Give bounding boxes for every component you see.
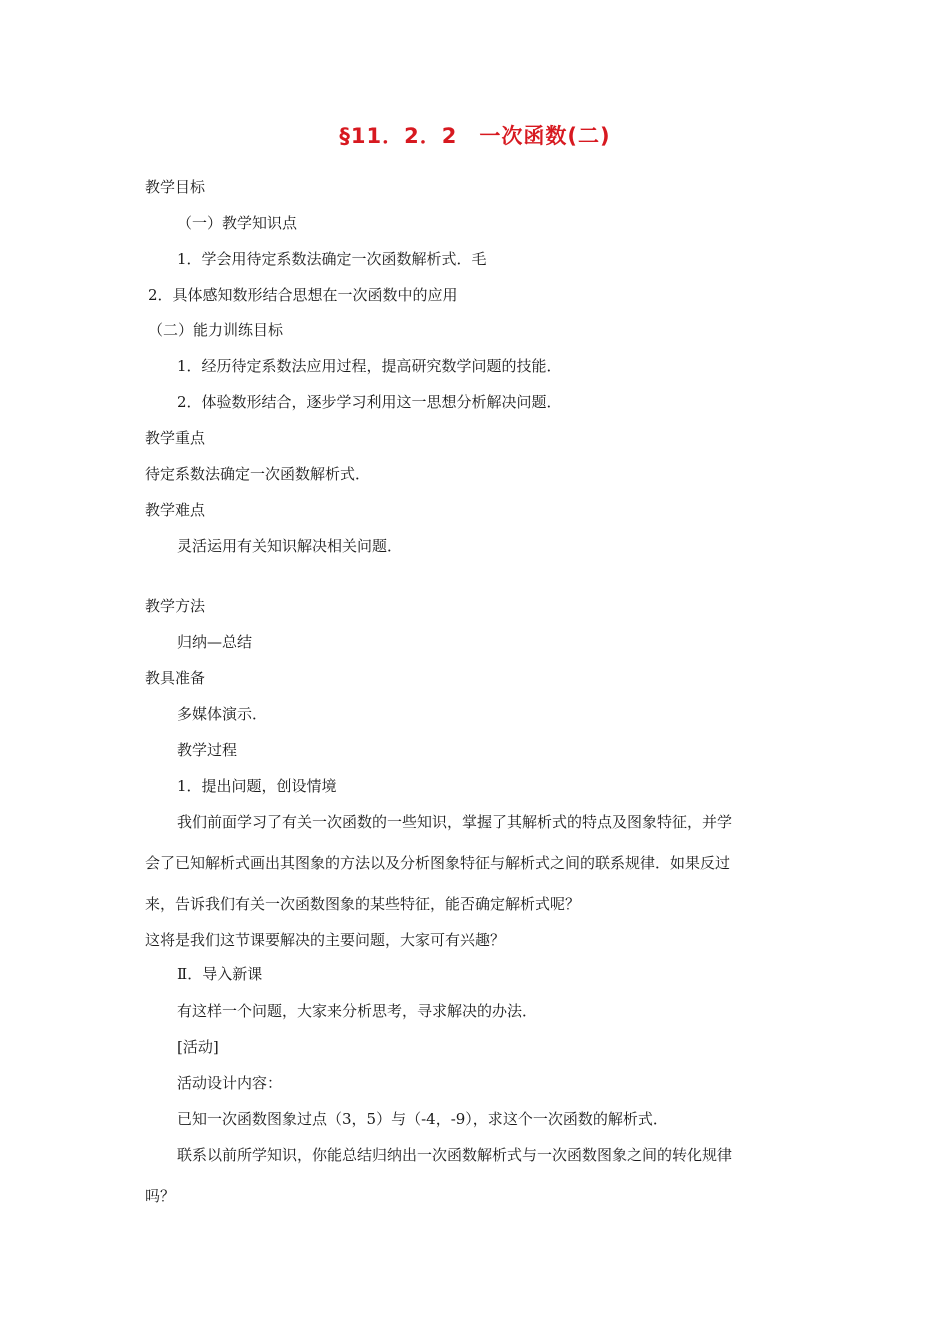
paragraph: 归纳—总结 xyxy=(177,633,253,651)
paragraph: 多媒体演示． xyxy=(177,705,268,723)
heading-teaching-objectives: 教学目标 xyxy=(145,178,206,196)
activity-label: [活动] xyxy=(177,1038,219,1056)
paragraph: 有这样一个问题，大家来分析思考，寻求解决的办法． xyxy=(177,1002,538,1020)
paragraph-line: 联系以前所学知识，你能总结归纳出一次函数解析式与一次函数图象之间的转化规律 xyxy=(177,1146,733,1164)
paragraph: 待定系数法确定一次函数解析式． xyxy=(145,465,371,483)
heading-difficulties: 教学难点 xyxy=(145,501,206,519)
list-item: 1．提出问题，创设情境 xyxy=(177,777,337,795)
heading-teaching-aids: 教具准备 xyxy=(145,669,206,687)
paragraph-line: 这将是我们这节课要解决的主要问题，大家可有兴趣？ xyxy=(145,931,506,949)
paragraph: 已知一次函数图象过点（3，5）与（-4，-9），求这个一次函数的解析式． xyxy=(177,1110,668,1128)
list-item: 1．经历待定系数法应用过程，提高研究数学问题的技能． xyxy=(177,357,562,375)
heading-teaching-method: 教学方法 xyxy=(145,597,206,615)
heading-teaching-process: 教学过程 xyxy=(177,741,238,759)
paragraph: 活动设计内容： xyxy=(177,1074,283,1092)
list-item: 2．具体感知数形结合思想在一次函数中的应用 xyxy=(148,286,458,304)
heading-key-points: 教学重点 xyxy=(145,429,206,447)
paragraph: 灵活运用有关知识解决相关问题． xyxy=(177,537,403,555)
subheading-new-lesson: Ⅱ．导入新课 xyxy=(177,965,263,983)
paragraph-line: 会了已知解析式画出其图象的方法以及分析图象特征与解析式之间的联系规律．如果反过 xyxy=(145,854,731,872)
paragraph-line: 吗？ xyxy=(145,1187,176,1205)
subheading-ability-training: （二）能力训练目标 xyxy=(148,321,284,339)
list-item: 2．体验数形结合，逐步学习利用这一思想分析解决问题． xyxy=(177,393,562,411)
subheading-knowledge-points: （一）教学知识点 xyxy=(177,214,298,232)
document-title: §11．2．2 一次函数(二) xyxy=(339,124,611,148)
list-item: 1．学会用待定系数法确定一次函数解析式．毛 xyxy=(177,250,487,268)
paragraph-line: 来，告诉我们有关一次函数图象的某些特征，能否确定解析式呢？ xyxy=(145,895,581,913)
paragraph-line: 我们前面学习了有关一次函数的一些知识，掌握了其解析式的特点及图象特征，并学 xyxy=(177,813,733,831)
